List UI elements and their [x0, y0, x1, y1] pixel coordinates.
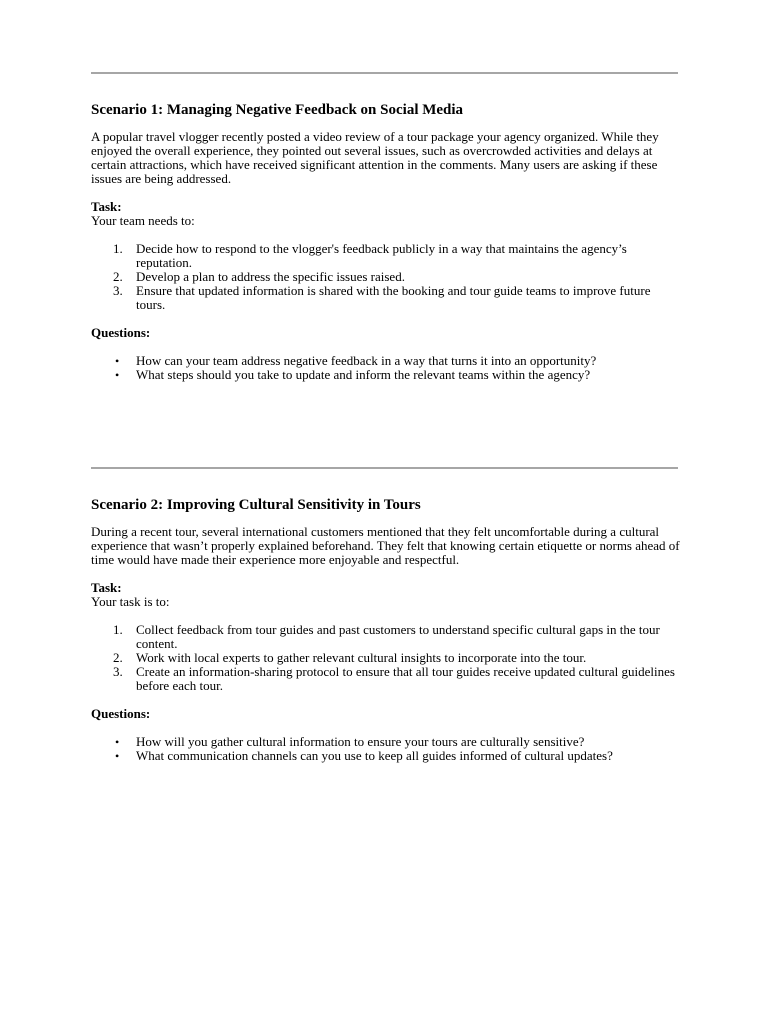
task-item [113, 269, 681, 284]
questions-label: Questions: [91, 706, 151, 721]
task-item [113, 664, 681, 693]
list-number: 2. [113, 650, 123, 665]
scenario-1 [91, 101, 681, 382]
question-item: • What steps should you take to update and inform the relevant teams within the agency? [136, 368, 681, 382]
question-item: • What communication channels can you use to keep all guides informed of cultural updates? [136, 749, 681, 763]
question-item: • How will you gather cultural information to ensure your tours are culturally sensitive? [136, 735, 681, 749]
task-text: Ensure that updated information is shared with the booking and tour guide teams to improve future tours. [136, 283, 651, 312]
scenario-title: Scenario 1: Managing Negative Feedback on Social Media [91, 102, 464, 118]
question-list [91, 735, 681, 763]
task-intro: Your team needs to: [91, 213, 195, 228]
task-label: Task: [91, 580, 122, 595]
task-text: Work with local experts to gather relevant cultural insights to incorporate into the tour. [136, 650, 587, 665]
task-intro: Your task is to: [91, 594, 170, 609]
list-number: 1. [113, 241, 123, 256]
scenario-2 [91, 496, 681, 763]
task-label: Task: [91, 199, 122, 214]
task-text: Create an information-sharing protocol to ensure that all tour guides receive updated cultural guidelines before each tour. [136, 664, 675, 693]
task-item [113, 650, 681, 665]
question-item: • How can your team address negative feedback in a way that turns it into an opportunity? [136, 354, 681, 368]
scenario-description: A popular travel vlogger recently posted a video review of a tour package your agency organized. While they enjoyed the overall experience, they pointed out several issues, such as overcrowded activities and delays at certain attractions, which have received significant attention in the comments. Many users are asking if these issues are being addressed. [91, 129, 659, 186]
task-item [113, 241, 681, 270]
task-text: Collect feedback from tour guides and past customers to understand specific cultural gaps in the tour content. [136, 622, 660, 651]
questions-label: Questions: [91, 325, 151, 340]
task-list [91, 623, 681, 693]
list-number: 3. [113, 283, 123, 298]
task-text: Decide how to respond to the vlogger's feedback publicly in a way that maintains the agency’s reputation. [136, 241, 627, 270]
scenario-title: Scenario 2: Improving Cultural Sensitivity in Tours [91, 497, 421, 513]
section-divider [91, 467, 678, 469]
section-divider [91, 72, 678, 74]
list-number: 2. [113, 269, 123, 284]
question-list [91, 354, 681, 382]
task-text: Develop a plan to address the specific issues raised. [136, 269, 405, 284]
task-list [91, 242, 681, 312]
task-item [113, 283, 681, 312]
list-number: 1. [113, 622, 123, 637]
task-item [113, 622, 681, 651]
scenario-description: During a recent tour, several international customers mentioned that they felt uncomfortable during a cultural experience that wasn’t properly explained beforehand. They felt that knowing certain etiquette or norms ahead of time would have made their experience more enjoyable and respectful. [91, 524, 680, 567]
list-number: 3. [113, 664, 123, 679]
